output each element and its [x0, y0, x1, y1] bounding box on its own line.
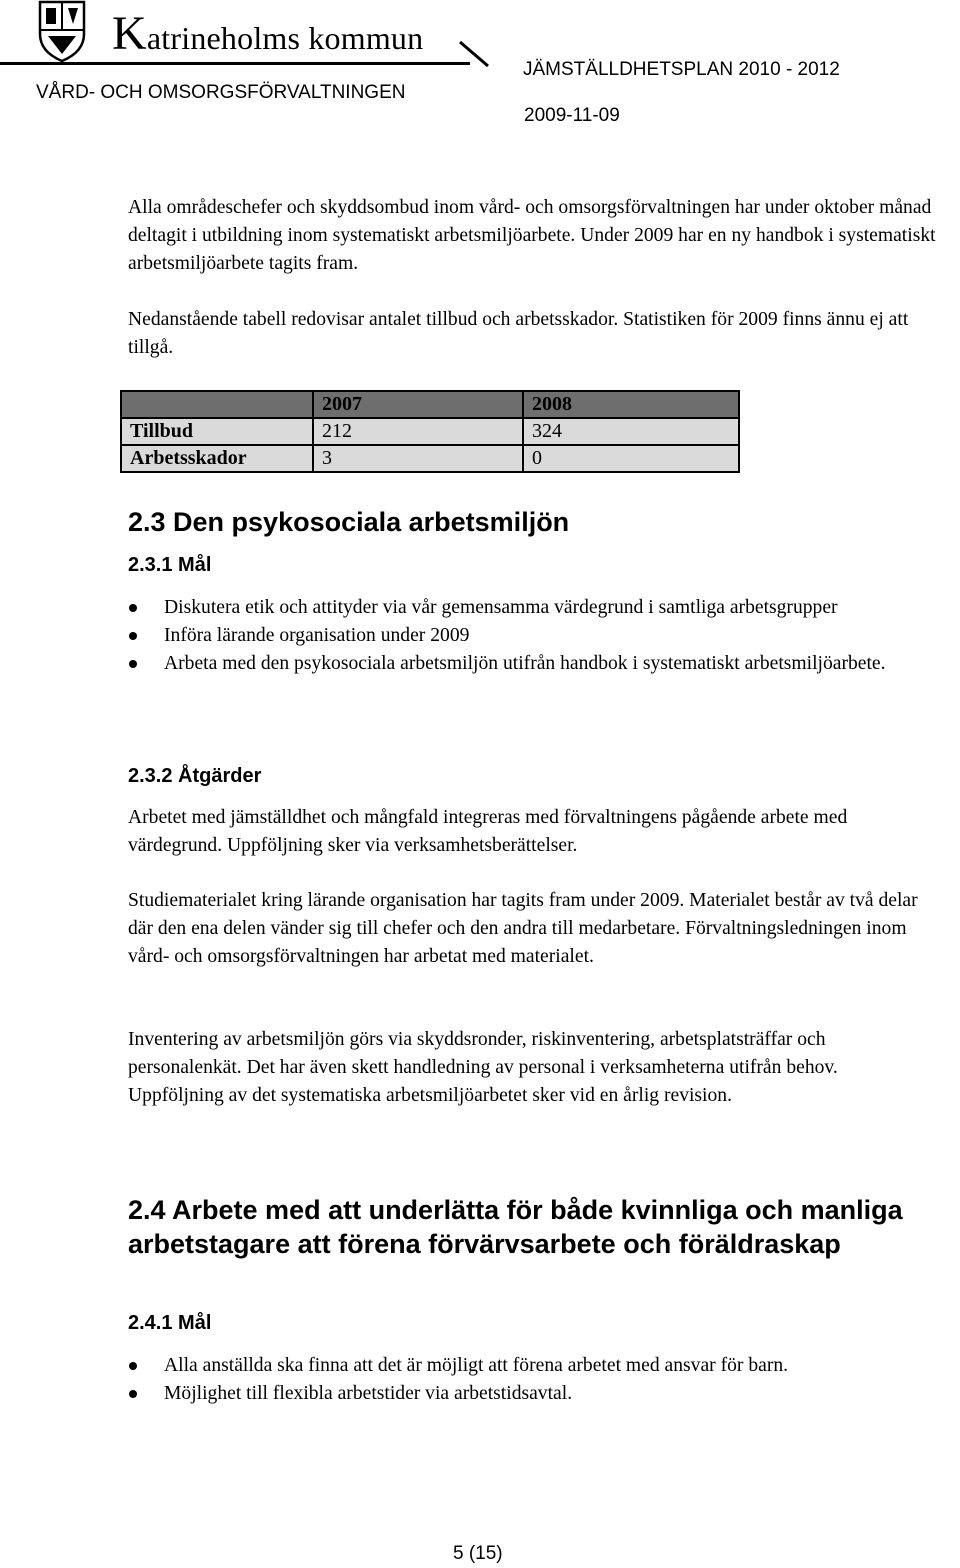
brand-rest: atrineholms kommun: [146, 20, 424, 56]
table-row-label: Tillbud: [121, 418, 313, 445]
bullet-icon: [129, 604, 137, 612]
list-item: [128, 594, 928, 622]
page-number: 5 (15): [453, 1543, 503, 1564]
list-item: [128, 1380, 928, 1408]
subsection-heading-2-4-1: 2.4.1 Mål: [128, 1312, 212, 1334]
section-heading-2-4: 2.4 Arbete med att underlätta för både kvinnliga och manliga arbetstagare att förena förvärvsarbete och föräldraskap: [128, 1195, 903, 1259]
brand-initial: K: [112, 7, 147, 60]
municipality-name: [112, 7, 424, 60]
actions-paragraph-2: Studiematerialet kring lärande organisation har tagits fram under 2009. Materialet består av två delar där den ena delen vänder sig till chefer och den andra till medarbetare. Förvaltningsledningen inom vård- och omsorgsförvaltningen har arbetat med materialet.: [128, 890, 918, 967]
actions-paragraph-1: Arbetet med jämställdhet och mångfald integreras med förvaltningens pågående arbete med värdegrund. Uppföljning sker via verksamhetsberättelser.: [128, 807, 848, 856]
table-header-cell: [121, 391, 313, 418]
table-header-row: [121, 391, 739, 418]
table-cell: 3: [313, 445, 523, 472]
goals-list-2-4-1: [128, 1352, 928, 1408]
section-heading-2-3: 2.3 Den psykosociala arbetsmiljön: [128, 507, 570, 537]
list-item-text: Införa lärande organisation under 2009: [164, 625, 470, 646]
table-cell: 324: [523, 418, 739, 445]
subsection-heading-2-3-2: 2.3.2 Åtgärder: [128, 765, 262, 787]
list-item-text: Alla anställda ska finna att det är möjligt att förena arbetet med ansvar för barn.: [164, 1355, 789, 1376]
bullet-icon: [129, 632, 137, 640]
table-cell: 212: [313, 418, 523, 445]
list-item: [128, 650, 928, 678]
table-row-label: Arbetsskador: [121, 445, 313, 472]
list-item: [128, 1352, 928, 1380]
table-row: [121, 445, 739, 472]
goals-list-2-3-1: [128, 594, 928, 678]
table-cell: 0: [523, 445, 739, 472]
document-title: JÄMSTÄLLDHETSPLAN 2010 - 2012: [523, 59, 840, 80]
table-row: [121, 418, 739, 445]
department-name: VÅRD- OCH OMSORGSFÖRVALTNINGEN: [36, 82, 406, 103]
subsection-heading-2-3-1: 2.3.1 Mål: [128, 554, 212, 576]
municipal-coat-of-arms-icon: [38, 0, 86, 62]
bullet-icon: [129, 1390, 137, 1398]
list-item-text: Arbeta med den psykosociala arbetsmiljön utifrån handbok i systematiskt arbetsmiljöarbete.: [164, 653, 886, 674]
bullet-icon: [129, 660, 137, 668]
brand-swoosh-icon: [458, 40, 492, 70]
bullet-icon: [129, 1362, 137, 1370]
table-header-cell: 2007: [313, 391, 523, 418]
actions-paragraph-3: Inventering av arbetsmiljön görs via skyddsronder, riskinventering, arbetsplatsträffar och personalenkät. Det har även skett handledning av personal i verksamheterna utifrån behov. Uppföljning av det systematiska arbetsmiljöarbetet sker vid en årlig revision.: [128, 1029, 838, 1106]
table-header-cell: 2008: [523, 391, 739, 418]
document-date: 2009-11-09: [524, 105, 620, 126]
list-item-text: Möjlighet till flexibla arbetstider via arbetstidsavtal.: [164, 1383, 573, 1404]
intro-paragraph-2: Nedanstående tabell redovisar antalet tillbud och arbetsskador. Statistiken för 2009 finns ännu ej att tillgå.: [128, 309, 909, 358]
list-item: [128, 622, 928, 650]
incident-statistics-table: [120, 390, 740, 473]
intro-paragraph-1: Alla områdeschefer och skyddsombud inom vård- och omsorgsförvaltningen har under oktober månad deltagit i utbildning inom systematiskt arbetsmiljöarbete. Under 2009 har en ny handbok i systematiskt arbetsmiljöarbete tagits fram.: [128, 197, 936, 274]
list-item-text: Diskutera etik och attityder via vår gemensamma värdegrund i samtliga arbetsgrupper: [164, 597, 838, 618]
header-rule: [0, 62, 470, 65]
